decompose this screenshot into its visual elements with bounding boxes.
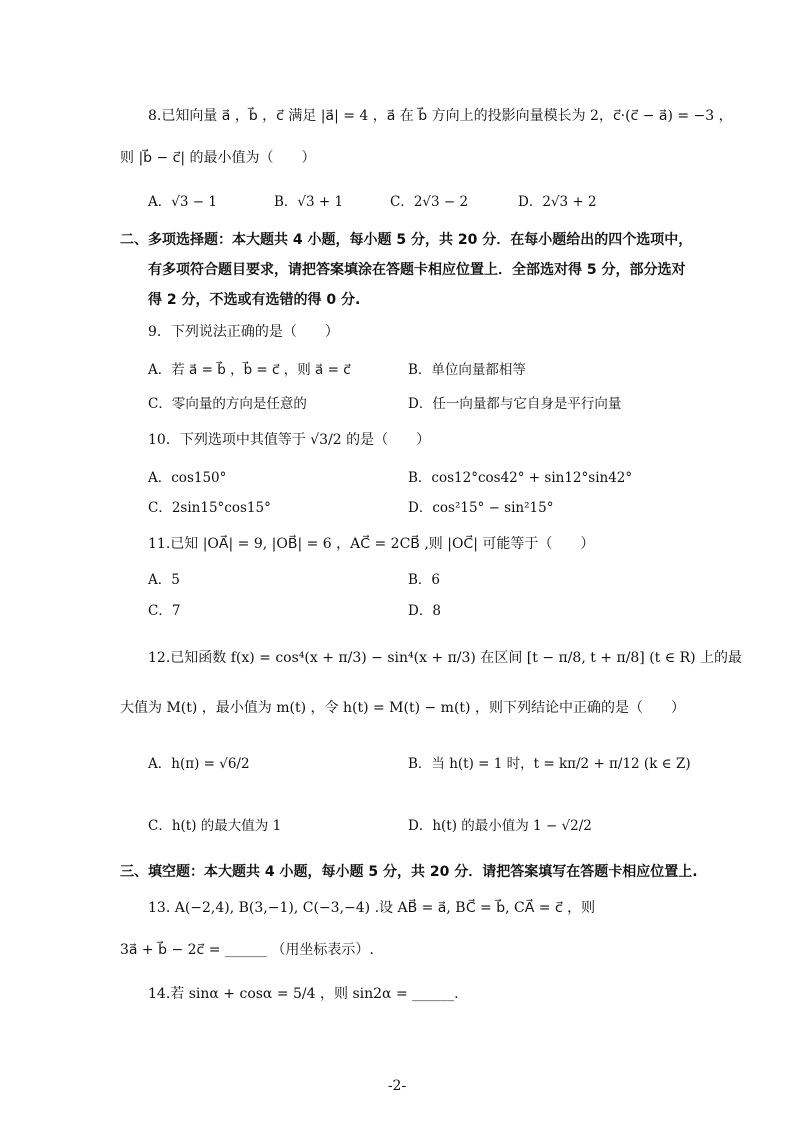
section2-heading-line1: 二、多项选择题：本大题共 4 小题，每小题 5 分，共 20 分．在每小题给出的四个选项中，: [120, 232, 693, 248]
q9-option-d: D．任一向量都与它自身是平行向量: [408, 396, 622, 412]
q13-line1: 13. A(−2,4), B(3,−1), C(−3,−4) .设 AB⃗ = a⃗, BC⃗ = b⃗, CA⃗ = c⃗ ，则: [148, 900, 596, 916]
q12-option-d: D．h(t) 的最小值为 1 − √2/2: [408, 818, 592, 834]
q10-stem: 10．下列选项中其值等于 √3/2 的是（ ）: [148, 432, 431, 448]
page-number: -2-: [387, 1078, 407, 1094]
q11-option-d: D．8: [408, 603, 441, 619]
q12-option-b: B．当 h(t) = 1 时，t = kπ/2 + π/12 (k ∈ Z): [408, 756, 691, 772]
q8-option-d: D．2√3 + 2: [518, 194, 597, 210]
q10-option-d: D．cos²15° − sin²15°: [408, 500, 554, 516]
q8-line1: 8.已知向量 a⃗ ，b⃗ ，c⃗ 满足 |a⃗| = 4 ，a⃗ 在 b⃗ 方向上的投影向量模长为 2，c⃗·(c⃗ − a⃗) = −3 ，: [148, 108, 733, 124]
q12-option-c: C．h(t) 的最大值为 1: [148, 818, 282, 834]
q8-option-b: B．√3 + 1: [274, 194, 344, 210]
q9-option-b: B．单位向量都相等: [408, 362, 526, 378]
q9-option-a: A．若 a⃗ = b⃗ ，b⃗ = c⃗ ，则 a⃗ = c⃗: [148, 362, 351, 378]
q9-option-c: C．零向量的方向是任意的: [148, 396, 307, 412]
q14-line1: 14.若 sinα + cosα = 5/4 ，则 sin2α = ______.: [148, 986, 459, 1002]
q11-option-a: A．5: [148, 572, 180, 588]
q10-option-b: B．cos12°cos42° + sin12°sin42°: [408, 470, 633, 486]
q8-option-c: C．2√3 − 2: [390, 194, 469, 210]
q8-option-a: A．√3 − 1: [148, 194, 217, 210]
q11-option-c: C．7: [148, 603, 181, 619]
q10-option-a: A．cos150°: [148, 470, 227, 486]
q11-stem: 11.已知 |OA⃗| = 9, |OB⃗| = 6 ，AC⃗ = 2CB⃗ ,则 |OC⃗| 可能等于（ ）: [148, 536, 595, 552]
q11-option-b: B．6: [408, 572, 441, 588]
q9-stem: 9．下列说法正确的是（ ）: [148, 324, 339, 340]
section3-heading: 三、填空题：本大题共 4 小题，每小题 5 分，共 20 分．请把答案填写在答题卡相应位置上.: [120, 864, 698, 880]
q12-line1: 12.已知函数 f(x) = cos⁴(x + π/3) − sin⁴(x + π/3) 在区间 [t − π/8, t + π/8] (t ∈ R) 上的最: [148, 650, 743, 666]
q8-line2: 则 |b⃗ − c⃗| 的最小值为（ ）: [120, 150, 316, 166]
section2-heading-line2: 有多项符合题目要求，请把答案填涂在答题卡相应位置上．全部选对得 5 分，部分选对: [148, 262, 686, 278]
section2-heading-line3: 得 2 分，不选或有选错的得 0 分.: [148, 292, 361, 308]
q12-option-a: A．h(π) = √6/2: [148, 756, 250, 772]
q12-line2: 大值为 M(t) ，最小值为 m(t) ，令 h(t) = M(t) − m(t) ，则下列结论中正确的是（ ）: [120, 700, 685, 716]
q13-line2: 3a⃗ + b⃗ − 2c⃗ = ______ （用坐标表示）.: [120, 942, 374, 958]
q10-option-c: C．2sin15°cos15°: [148, 500, 271, 516]
